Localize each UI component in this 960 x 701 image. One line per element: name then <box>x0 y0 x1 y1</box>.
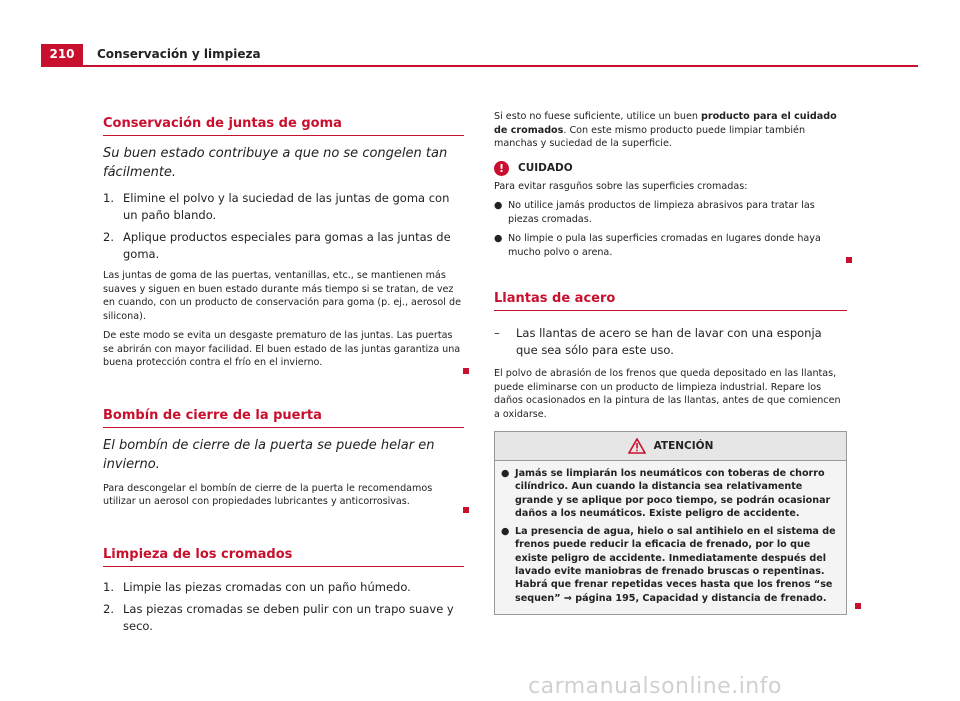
list-item <box>103 229 464 263</box>
text-run: Si esto no fuese suficiente, utilice un buen <box>494 111 701 122</box>
step-number: 2. <box>103 230 114 244</box>
warning-bullet <box>501 467 840 520</box>
step-text: Elimine el polvo y la suciedad de las juntas de goma con un paño blando. <box>123 191 450 222</box>
step-number: 2. <box>103 601 114 616</box>
bullet-icon: ● <box>494 233 503 244</box>
section-intro: Su buen estado contribuye a que no se congelen tan fácilmente. <box>103 146 448 180</box>
dash-icon: – <box>494 326 500 340</box>
list-item <box>494 325 847 359</box>
left-column <box>103 116 464 641</box>
paragraph: Las juntas de goma de las puertas, ventanillas, etc., se mantienen más suaves y siguen en buen estado durante más tiempo si se tratan, de vez en cuando, con un producto de conservación para goma (p. ej., aerosol de silicona). <box>103 270 461 322</box>
warning-header <box>495 432 846 461</box>
end-of-section-mark <box>855 603 861 609</box>
step-text: Aplique productos especiales para gomas a las juntas de goma. <box>123 230 451 261</box>
bullet-text: No limpie o pula las superficies cromadas en lugares donde haya mucho polvo o arena. <box>508 233 821 258</box>
section-title-steel-rims: Llantas de acero <box>494 291 847 311</box>
step-number: 1. <box>103 579 114 594</box>
section-title-chrome-cleaning: Limpieza de los cromados <box>103 547 464 567</box>
bullet-icon: ● <box>501 526 510 538</box>
warning-bullet <box>501 525 840 605</box>
bullet-text: Jamás se limpiarán los neumáticos con toberas de chorro cilíndrico. Aun cuando la distancia sea relativamente grande y se aplique por poco tiempo, se podrán ocasionar daños a los neumáticos. Existe peligro de accidente. <box>515 468 831 519</box>
text-run: . Con este mismo producto puede limpiar también manchas y suciedad de la superficie. <box>494 124 806 149</box>
warning-box <box>494 431 847 615</box>
end-of-section-mark <box>463 507 469 513</box>
warning-body <box>495 461 846 614</box>
caution-icon: ! <box>494 161 509 176</box>
bullet-text: No utilice jamás productos de limpieza abrasivos para tratar las piezas cromadas. <box>508 200 815 225</box>
caution-bullet <box>494 199 847 226</box>
bullet-text: La presencia de agua, hielo o sal antihielo en el sistema de frenos puede reducir la eficacia de frenado, por lo que existe peligro de accidente. Inmediatamente después del lavado evite maniobras de frenado bruscas o repentinas. Habrá que frenar repetidas veces hasta que los frenos “se sequen” ⇒ página 195, Capacidad y distancia de frenado. <box>515 526 836 604</box>
running-head: Conservación y limpieza <box>97 47 261 61</box>
watermark: carmanualsonline.info <box>528 674 782 699</box>
section-intro: El bombín de cierre de la puerta se puede helar en invierno. <box>103 437 435 472</box>
step-text: Limpie las piezas cromadas con un paño húmedo. <box>123 579 411 594</box>
section-title-rubber-seals: Conservación de juntas de goma <box>103 116 464 136</box>
step-list <box>103 579 464 635</box>
step-list <box>103 190 464 263</box>
warning-triangle-icon <box>628 438 646 454</box>
paragraph: De este modo se evita un desgaste prematuro de las juntas. Las puertas se abrirán con mayor facilidad. El buen estado de las juntas garantiza una buena protección contra el frío en el invierno. <box>103 330 461 368</box>
caution-lead: Para evitar rasguños sobre las superficies cromadas: <box>494 180 748 192</box>
caution-header <box>494 161 847 176</box>
right-column <box>494 110 847 616</box>
step-text: Las piezas cromadas se deben pulir con un trapo suave y seco. <box>123 601 454 633</box>
list-item <box>103 579 464 596</box>
section-title-lock-cylinder: Bombín de cierre de la puerta <box>103 408 464 428</box>
end-of-section-mark <box>846 257 852 263</box>
step-number: 1. <box>103 191 114 205</box>
bullet-icon: ● <box>494 200 503 211</box>
paragraph <box>494 110 847 151</box>
caution-bullet <box>494 232 847 259</box>
emphasis: producto para el cuidado de cromados <box>494 111 837 136</box>
list-item <box>103 190 464 224</box>
header-rule <box>41 65 918 67</box>
item-text: Las llantas de acero se han de lavar con una esponja que sea sólo para este uso. <box>516 326 822 357</box>
warning-title: ATENCIÓN <box>653 440 714 452</box>
bullet-icon: ● <box>501 468 510 479</box>
paragraph: Para descongelar el bombín de cierre de la puerta le recomendamos utilizar un aerosol con propiedades lubricantes y anticorrosivas. <box>103 482 433 507</box>
paragraph: El polvo de abrasión de los frenos que queda depositado en las llantas, puede eliminarse con un producto de limpieza industrial. Repare los daños ocasionados en la pintura de las llantas, antes de que comiencen a oxidarse. <box>494 368 841 420</box>
end-of-section-mark <box>463 368 469 374</box>
caution-title: CUIDADO <box>518 162 573 174</box>
list-item <box>103 601 464 635</box>
page-number: 210 <box>41 44 83 65</box>
